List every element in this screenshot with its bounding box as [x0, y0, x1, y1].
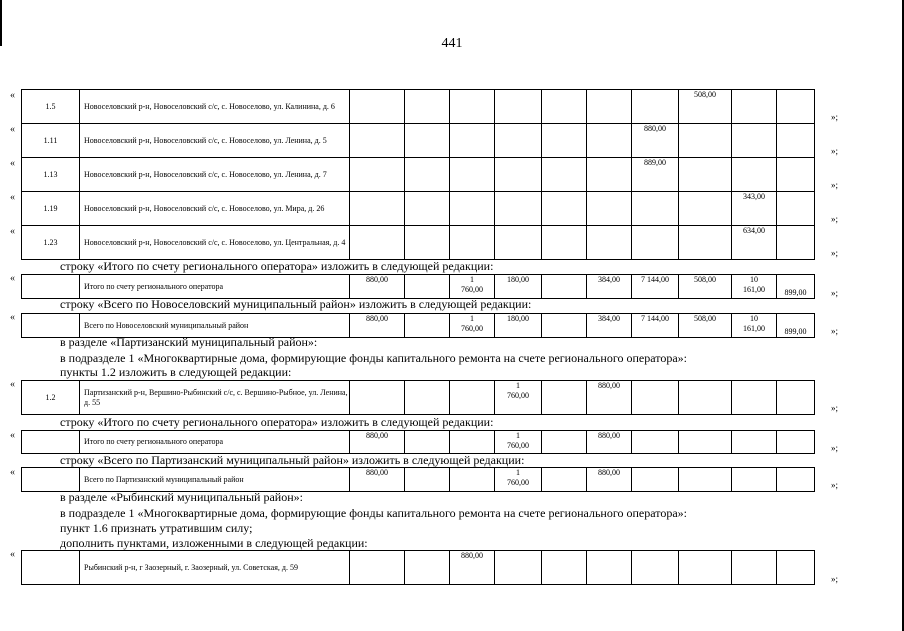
cell-value-bottom: 760,00	[507, 478, 529, 487]
close-mark: »;	[831, 326, 839, 336]
open-quote: «	[10, 379, 15, 390]
cell-value: 880,00	[587, 431, 632, 454]
cell-value: 880,00	[632, 124, 679, 158]
row-address: Итого по счету регионального оператора	[80, 275, 350, 299]
row-address: Новоселовский р-н, Новоселовский с/с, с. Новоселово, ул. Мира, д. 26	[80, 192, 350, 226]
instruction-text: строку «Всего по Новоселовский муниципальный район» изложить в следующей редакции:	[60, 297, 532, 311]
cell-value-bottom: 760,00	[461, 285, 483, 294]
open-quote: «	[10, 273, 15, 284]
instruction-text: в разделе «Партизанский муниципальный район»:	[60, 335, 318, 349]
table-row	[22, 90, 815, 124]
table-itogo-novoselovsky	[21, 274, 815, 299]
cell-value: 343,00	[732, 192, 777, 226]
cell-value-top: 1	[516, 431, 520, 440]
table-row	[22, 192, 815, 226]
cell-value-top: 1	[516, 381, 520, 390]
instruction-text: в подразделе 1 «Многоквартирные дома, формирующие фонды капитального ремонта на счете регионального оператора»:	[60, 506, 687, 520]
close-mark: »;	[831, 480, 839, 490]
table-row	[22, 381, 815, 415]
cell-value: 880,00	[350, 275, 405, 299]
cell-value: 899,00	[777, 275, 815, 299]
table-partizansky-row	[21, 380, 815, 415]
open-quote: «	[10, 226, 15, 237]
cell-value: 880,00	[350, 431, 405, 454]
cell-value: 880,00	[587, 381, 632, 415]
row-address: Всего по Новоселовский муниципальный район	[80, 314, 350, 338]
table-rybinsky-row	[21, 550, 815, 585]
close-mark: »;	[831, 214, 839, 224]
table-itogo-partizansky	[21, 430, 815, 454]
cell-value: 384,00	[587, 314, 632, 338]
table-row	[22, 158, 815, 192]
row-number: 1.11	[22, 124, 80, 158]
cell-value: 634,00	[732, 226, 777, 260]
cell-value-bottom: 161,00	[743, 324, 765, 333]
instruction-text: строку «Итого по счету регионального оператора» изложить в следующей редакции:	[60, 259, 494, 273]
row-number: 1.13	[22, 158, 80, 192]
close-mark: »;	[831, 288, 839, 298]
table-row	[22, 226, 815, 260]
cell-value-split	[450, 314, 495, 338]
instruction-text: пункт 1.6 признать утратившим силу;	[60, 521, 253, 535]
cell-value-top: 10	[750, 275, 758, 284]
instruction-text: строку «Итого по счету регионального оператора» изложить в следующей редакции:	[60, 415, 494, 429]
cell-value: 508,00	[679, 90, 732, 124]
cell-value-split	[732, 275, 777, 299]
cell-value: 180,00	[495, 314, 542, 338]
row-address: Всего по Партизанский муниципальный район	[80, 468, 350, 492]
cell-value: 880,00	[350, 468, 405, 492]
close-mark: »;	[831, 403, 839, 413]
cell-value: 880,00	[350, 314, 405, 338]
close-mark: »;	[831, 574, 839, 584]
row-address: Итого по счету регионального оператора	[80, 431, 350, 454]
cell-value-bottom: 760,00	[461, 324, 483, 333]
cell-value: 180,00	[495, 275, 542, 299]
table-row	[22, 468, 815, 492]
instruction-text: дополнить пунктами, изложенными в следующей редакции:	[60, 536, 368, 550]
close-mark: »;	[831, 112, 839, 122]
table-row	[22, 314, 815, 338]
cell-value-split	[495, 381, 542, 415]
cell-value-split	[732, 314, 777, 338]
table-row	[22, 275, 815, 299]
page-number: 441	[441, 36, 463, 51]
row-number: 1.19	[22, 192, 80, 226]
row-address: Новоселовский р-н, Новоселовский с/с, с. Новоселово, ул. Ленина, д. 5	[80, 124, 350, 158]
instruction-text: в разделе «Рыбинский муниципальный район»:	[60, 490, 303, 504]
cell-value-top: 1	[516, 468, 520, 477]
close-mark: »;	[831, 443, 839, 453]
open-quote: «	[10, 192, 15, 203]
cell-value-top: 1	[470, 314, 474, 323]
open-quote: «	[10, 467, 15, 478]
cell-value: 7 144,00	[632, 314, 679, 338]
open-quote: «	[10, 90, 15, 101]
row-address: Рыбинский р-н, г Заозерный, г. Заозерный, ул. Советская, д. 59	[80, 551, 350, 585]
cell-value-split	[495, 431, 542, 454]
cell-value: 384,00	[587, 275, 632, 299]
cell-value-split	[495, 468, 542, 492]
open-quote: «	[10, 124, 15, 135]
table-vsego-partizansky	[21, 467, 815, 492]
close-mark: »;	[831, 180, 839, 190]
cell-value: 508,00	[679, 314, 732, 338]
cell-value-bottom: 760,00	[507, 391, 529, 400]
close-mark: »;	[831, 248, 839, 258]
row-number: 1.2	[22, 381, 80, 415]
instruction-text: в подразделе 1 «Многоквартирные дома, формирующие фонды капитального ремонта на счете регионального оператора»:	[60, 351, 687, 365]
cell-value: 508,00	[679, 275, 732, 299]
table-row	[22, 551, 815, 585]
instruction-text: пункты 1.2 изложить в следующей редакции:	[60, 365, 292, 379]
cell-value-top: 10	[750, 314, 758, 323]
cell-value-split	[450, 275, 495, 299]
cell-value-bottom: 161,00	[743, 285, 765, 294]
cell-value: 7 144,00	[632, 275, 679, 299]
row-address: Партизанский р-н, Вершино-Рыбинский с/с, с. Вершино-Рыбное, ул. Ленина, д. 55	[80, 381, 350, 415]
close-mark: »;	[831, 146, 839, 156]
open-quote: «	[10, 430, 15, 441]
open-quote: «	[10, 158, 15, 169]
cell-value: 889,00	[632, 158, 679, 192]
open-quote: «	[10, 549, 15, 560]
cell-value-top: 1	[470, 275, 474, 284]
cell-value-bottom: 760,00	[507, 441, 529, 450]
row-address: Новоселовский р-н, Новоселовский с/с, с. Новоселово, ул. Ленина, д. 7	[80, 158, 350, 192]
row-number: 1.23	[22, 226, 80, 260]
cell-value: 880,00	[450, 551, 495, 585]
instruction-text: строку «Всего по Партизанский муниципальный район» изложить в следующей редакции:	[60, 453, 525, 467]
open-quote: «	[10, 312, 15, 323]
row-address: Новоселовский р-н, Новоселовский с/с, с. Новоселово, ул. Центральная, д. 4	[80, 226, 350, 260]
table-row	[22, 124, 815, 158]
table-novoselovsky-rows	[21, 89, 815, 260]
row-number: 1.5	[22, 90, 80, 124]
cell-value: 880,00	[587, 468, 632, 492]
row-address: Новоселовский р-н, Новоселовский с/с, с. Новоселово, ул. Калинина, д. 6	[80, 90, 350, 124]
cell-value: 899,00	[777, 314, 815, 338]
table-row	[22, 431, 815, 454]
